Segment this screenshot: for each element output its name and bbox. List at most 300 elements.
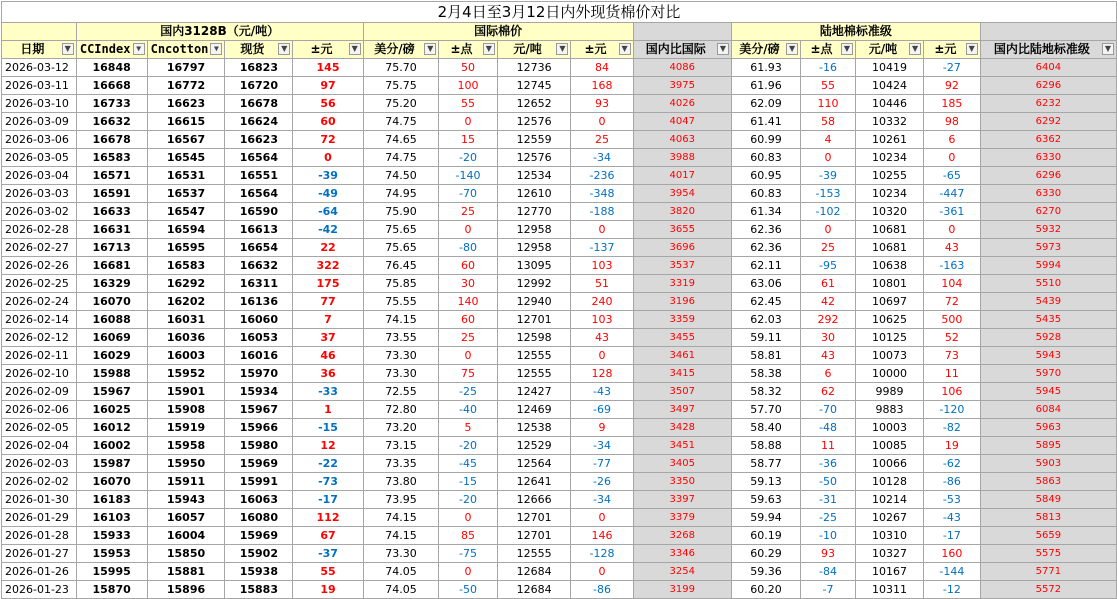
cell-元/吨: 10167 — [855, 563, 923, 581]
cell-元/吨: 12534 — [497, 167, 571, 185]
column-header-5[interactable] — [363, 41, 439, 59]
cell-元/吨: 12958 — [497, 221, 571, 239]
table-row — [2, 527, 1117, 545]
cell-Cncotton: 16057 — [147, 509, 225, 527]
cell-国内比陆地标准级: 5510 — [980, 275, 1116, 293]
cell-±元: 93 — [571, 95, 633, 113]
cell-国内比国际: 3196 — [633, 293, 731, 311]
cell-日期: 2026-01-26 — [2, 563, 77, 581]
cell-±元: 9 — [571, 419, 633, 437]
cell-美分/磅: 73.30 — [363, 545, 439, 563]
cell-±点: 42 — [801, 293, 856, 311]
cell-Cncotton: 15908 — [147, 401, 225, 419]
cell-±点: -40 — [439, 401, 497, 419]
cell-美分/磅: 74.05 — [363, 581, 439, 599]
cell-±点: 0 — [439, 113, 497, 131]
cell-±点: -153 — [801, 185, 856, 203]
column-header-label: 美分/磅 — [374, 42, 415, 56]
filter-dropdown-icon[interactable]: ▼ — [909, 43, 921, 55]
cell-±元: -188 — [571, 203, 633, 221]
cell-国内比陆地标准级: 5895 — [980, 437, 1116, 455]
column-header-label: ±元 — [310, 42, 333, 56]
cell-元/吨: 12701 — [497, 509, 571, 527]
cell-国内比陆地标准级: 5994 — [980, 257, 1116, 275]
cell-±元: 0 — [571, 347, 633, 365]
cell-美分/磅: 60.83 — [731, 149, 800, 167]
cell-±元: 168 — [571, 77, 633, 95]
cell-元/吨: 12529 — [497, 437, 571, 455]
cell-现货: 15970 — [225, 365, 293, 383]
column-header-13[interactable] — [924, 41, 981, 59]
table-row — [2, 509, 1117, 527]
column-header-1[interactable] — [76, 41, 147, 59]
table-row — [2, 293, 1117, 311]
cell-日期: 2026-03-03 — [2, 185, 77, 203]
cell-国内比国际: 3350 — [633, 473, 731, 491]
table-row — [2, 77, 1117, 95]
cell-±元: -26 — [571, 473, 633, 491]
filter-dropdown-icon[interactable]: ▼ — [62, 43, 74, 55]
cell-±元: 72 — [924, 293, 981, 311]
cell-±元: 0 — [571, 113, 633, 131]
cell-日期: 2026-02-04 — [2, 437, 77, 455]
cell-日期: 2026-02-28 — [2, 221, 77, 239]
cell-±元: 0 — [571, 221, 633, 239]
cell-±点: 93 — [801, 545, 856, 563]
cell-国内比陆地标准级: 6232 — [980, 95, 1116, 113]
cell-日期: 2026-01-28 — [2, 527, 77, 545]
cell-CCIndex: 16591 — [76, 185, 147, 203]
cell-±点: -84 — [801, 563, 856, 581]
cell-美分/磅: 62.03 — [731, 311, 800, 329]
table-row — [2, 473, 1117, 491]
cell-±元: -22 — [293, 455, 363, 473]
cell-美分/磅: 62.11 — [731, 257, 800, 275]
cell-国内比陆地标准级: 5575 — [980, 545, 1116, 563]
table-row — [2, 491, 1117, 509]
cell-Cncotton: 16615 — [147, 113, 225, 131]
cell-±点: 58 — [801, 113, 856, 131]
cell-CCIndex: 15988 — [76, 365, 147, 383]
cell-美分/磅: 60.19 — [731, 527, 800, 545]
cell-国内比陆地标准级: 5435 — [980, 311, 1116, 329]
column-header-label: 国内比国际 — [645, 42, 706, 56]
table-row — [2, 239, 1117, 257]
cell-美分/磅: 59.94 — [731, 509, 800, 527]
cell-元/吨: 10310 — [855, 527, 923, 545]
column-header-12[interactable] — [855, 41, 923, 59]
cell-现货: 16613 — [225, 221, 293, 239]
cell-现货: 16551 — [225, 167, 293, 185]
cell-现货: 16678 — [225, 95, 293, 113]
table-row — [2, 365, 1117, 383]
group-empty-date — [2, 23, 77, 41]
cell-国内比国际: 3507 — [633, 383, 731, 401]
cell-±点: 0 — [801, 221, 856, 239]
cell-±元: -69 — [571, 401, 633, 419]
cell-±点: -36 — [801, 455, 856, 473]
table-row — [2, 203, 1117, 221]
column-header-14[interactable] — [980, 41, 1116, 59]
cell-国内比国际: 3988 — [633, 149, 731, 167]
cell-CCIndex: 16583 — [76, 149, 147, 167]
cell-现货: 15991 — [225, 473, 293, 491]
cell-±点: 55 — [439, 95, 497, 113]
cell-国内比国际: 3268 — [633, 527, 731, 545]
cell-元/吨: 10419 — [855, 59, 923, 77]
cell-美分/磅: 59.11 — [731, 329, 800, 347]
cell-±元: 43 — [571, 329, 633, 347]
cell-±点: -70 — [801, 401, 856, 419]
cell-CCIndex: 16070 — [76, 293, 147, 311]
cell-日期: 2026-02-03 — [2, 455, 77, 473]
cell-±元: -43 — [571, 383, 633, 401]
cell-±点: -75 — [439, 545, 497, 563]
cell-±元: -128 — [571, 545, 633, 563]
cell-±点: 140 — [439, 293, 497, 311]
filter-dropdown-icon[interactable]: ▼ — [841, 43, 853, 55]
cell-现货: 16590 — [225, 203, 293, 221]
cell-元/吨: 12770 — [497, 203, 571, 221]
cell-日期: 2026-02-11 — [2, 347, 77, 365]
cell-元/吨: 10128 — [855, 473, 923, 491]
cell-日期: 2026-01-29 — [2, 509, 77, 527]
cell-现货: 16080 — [225, 509, 293, 527]
cell-国内比国际: 3455 — [633, 329, 731, 347]
column-header-label: 国内比陆地标准级 — [993, 42, 1090, 56]
cell-美分/磅: 74.75 — [363, 113, 439, 131]
cell-±点: 0 — [439, 347, 497, 365]
cell-±点: 30 — [439, 275, 497, 293]
cell-元/吨: 12576 — [497, 113, 571, 131]
cell-±元: -86 — [924, 473, 981, 491]
table-row — [2, 581, 1117, 599]
cell-±元: -361 — [924, 203, 981, 221]
cell-±元: -42 — [293, 221, 363, 239]
cell-现货: 15883 — [225, 581, 293, 599]
filter-dropdown-icon[interactable]: ▼ — [556, 43, 568, 55]
cell-±点: 15 — [439, 131, 497, 149]
column-header-7[interactable] — [497, 41, 571, 59]
column-header-label: ±点 — [810, 42, 833, 56]
cell-Cncotton: 16567 — [147, 131, 225, 149]
cell-国内比陆地标准级: 5572 — [980, 581, 1116, 599]
cell-±点: 6 — [801, 365, 856, 383]
cell-±点: 25 — [439, 329, 497, 347]
cell-元/吨: 10125 — [855, 329, 923, 347]
cell-美分/磅: 58.88 — [731, 437, 800, 455]
cell-±点: 0 — [801, 149, 856, 167]
cell-美分/磅: 61.96 — [731, 77, 800, 95]
cell-Cncotton: 16004 — [147, 527, 225, 545]
cell-Cncotton: 16583 — [147, 257, 225, 275]
column-header-0[interactable] — [2, 41, 77, 59]
cell-CCIndex: 16069 — [76, 329, 147, 347]
cell-元/吨: 10801 — [855, 275, 923, 293]
cell-元/吨: 10267 — [855, 509, 923, 527]
cell-Cncotton: 15881 — [147, 563, 225, 581]
cell-±元: -447 — [924, 185, 981, 203]
column-header-label: Cncotton — [150, 42, 209, 56]
cell-±元: 19 — [293, 581, 363, 599]
table-row — [2, 113, 1117, 131]
cell-元/吨: 12684 — [497, 581, 571, 599]
cell-±元: 128 — [571, 365, 633, 383]
cell-Cncotton: 16772 — [147, 77, 225, 95]
filter-dropdown-icon[interactable]: ▼ — [1102, 43, 1114, 55]
cell-国内比陆地标准级: 5771 — [980, 563, 1116, 581]
cell-现货: 15969 — [225, 527, 293, 545]
cell-日期: 2026-02-24 — [2, 293, 77, 311]
cell-±元: -12 — [924, 581, 981, 599]
filter-dropdown-icon[interactable]: ▼ — [619, 43, 631, 55]
column-header-label: CCIndex — [79, 42, 131, 56]
cell-元/吨: 12555 — [497, 347, 571, 365]
cell-国内比陆地标准级: 5863 — [980, 473, 1116, 491]
cell-国内比陆地标准级: 5963 — [980, 419, 1116, 437]
cell-±点: 75 — [439, 365, 497, 383]
cell-现货: 16654 — [225, 239, 293, 257]
cell-±元: 7 — [293, 311, 363, 329]
cell-美分/磅: 58.38 — [731, 365, 800, 383]
cell-±元: -144 — [924, 563, 981, 581]
cell-现货: 15934 — [225, 383, 293, 401]
cell-国内比国际: 3461 — [633, 347, 731, 365]
cell-CCIndex: 16002 — [76, 437, 147, 455]
cell-±元: 22 — [293, 239, 363, 257]
cell-元/吨: 12564 — [497, 455, 571, 473]
column-header-10[interactable] — [731, 41, 800, 59]
cell-±元: -27 — [924, 59, 981, 77]
column-header-4[interactable] — [293, 41, 363, 59]
cell-±点: -50 — [439, 581, 497, 599]
cell-CCIndex: 15870 — [76, 581, 147, 599]
cell-国内比陆地标准级: 5970 — [980, 365, 1116, 383]
cell-±元: 0 — [293, 149, 363, 167]
cell-元/吨: 12427 — [497, 383, 571, 401]
cell-美分/磅: 75.65 — [363, 221, 439, 239]
cell-元/吨: 10681 — [855, 239, 923, 257]
cell-CCIndex: 16633 — [76, 203, 147, 221]
cell-元/吨: 10255 — [855, 167, 923, 185]
table-row — [2, 221, 1117, 239]
cell-±元: -64 — [293, 203, 363, 221]
cell-±元: 106 — [924, 383, 981, 401]
cell-美分/磅: 73.15 — [363, 437, 439, 455]
cell-CCIndex: 16070 — [76, 473, 147, 491]
cell-美分/磅: 62.36 — [731, 221, 800, 239]
column-header-label: 元/吨 — [513, 42, 542, 56]
filter-dropdown-icon[interactable]: ▼ — [349, 43, 361, 55]
cell-Cncotton: 16797 — [147, 59, 225, 77]
cell-±点: 0 — [439, 221, 497, 239]
cell-美分/磅: 59.36 — [731, 563, 800, 581]
cell-美分/磅: 73.95 — [363, 491, 439, 509]
cell-美分/磅: 74.95 — [363, 185, 439, 203]
cell-±元: 37 — [293, 329, 363, 347]
cell-现货: 16823 — [225, 59, 293, 77]
cell-元/吨: 10073 — [855, 347, 923, 365]
cell-±点: -20 — [439, 491, 497, 509]
cell-元/吨: 10697 — [855, 293, 923, 311]
cell-CCIndex: 16103 — [76, 509, 147, 527]
cell-美分/磅: 74.65 — [363, 131, 439, 149]
cell-现货: 15969 — [225, 455, 293, 473]
cell-CCIndex: 16012 — [76, 419, 147, 437]
cell-元/吨: 10332 — [855, 113, 923, 131]
table-row — [2, 383, 1117, 401]
table-row — [2, 275, 1117, 293]
column-header-label: ±点 — [450, 42, 473, 56]
cell-元/吨: 10066 — [855, 455, 923, 473]
cell-±点: -7 — [801, 581, 856, 599]
cell-国内比国际: 3199 — [633, 581, 731, 599]
cell-±元: 97 — [293, 77, 363, 95]
cell-±点: -102 — [801, 203, 856, 221]
cell-CCIndex: 16848 — [76, 59, 147, 77]
cell-元/吨: 12666 — [497, 491, 571, 509]
cell-±元: -163 — [924, 257, 981, 275]
filter-dropdown-icon[interactable]: ▼ — [424, 43, 436, 55]
price-comparison-table — [1, 1, 1117, 599]
filter-dropdown-icon[interactable]: ▼ — [717, 43, 729, 55]
cell-Cncotton: 16202 — [147, 293, 225, 311]
cell-美分/磅: 74.15 — [363, 527, 439, 545]
column-header-2[interactable] — [147, 41, 225, 59]
table-row — [2, 59, 1117, 77]
filter-dropdown-icon[interactable]: ▼ — [483, 43, 495, 55]
column-header-3[interactable] — [225, 41, 293, 59]
cell-CCIndex: 16329 — [76, 275, 147, 293]
cell-国内比陆地标准级: 5903 — [980, 455, 1116, 473]
column-header-label: 元/吨 — [868, 42, 898, 56]
filter-dropdown-icon[interactable]: ▼ — [966, 43, 978, 55]
cell-元/吨: 12598 — [497, 329, 571, 347]
cell-Cncotton: 16031 — [147, 311, 225, 329]
filter-dropdown-icon[interactable]: ▼ — [210, 43, 222, 55]
cell-±元: 43 — [924, 239, 981, 257]
cell-CCIndex: 16631 — [76, 221, 147, 239]
cell-元/吨: 10003 — [855, 419, 923, 437]
cell-±点: -95 — [801, 257, 856, 275]
column-header-11[interactable] — [801, 41, 856, 59]
cell-±元: 12 — [293, 437, 363, 455]
cell-美分/磅: 75.90 — [363, 203, 439, 221]
cell-美分/磅: 74.15 — [363, 509, 439, 527]
cell-现货: 16053 — [225, 329, 293, 347]
cell-国内比国际: 3319 — [633, 275, 731, 293]
cell-现货: 16632 — [225, 257, 293, 275]
cell-国内比陆地标准级: 6404 — [980, 59, 1116, 77]
cell-美分/磅: 60.95 — [731, 167, 800, 185]
cell-美分/磅: 61.41 — [731, 113, 800, 131]
cell-现货: 15902 — [225, 545, 293, 563]
cell-美分/磅: 74.05 — [363, 563, 439, 581]
cell-美分/磅: 62.45 — [731, 293, 800, 311]
cell-±点: 30 — [801, 329, 856, 347]
cell-Cncotton: 16623 — [147, 95, 225, 113]
cell-元/吨: 12652 — [497, 95, 571, 113]
column-header-6[interactable] — [439, 41, 497, 59]
cell-±点: 292 — [801, 311, 856, 329]
cell-国内比陆地标准级: 6292 — [980, 113, 1116, 131]
cell-±元: 0 — [571, 509, 633, 527]
cell-元/吨: 10625 — [855, 311, 923, 329]
filter-dropdown-icon[interactable]: ▼ — [786, 43, 798, 55]
cell-现货: 15980 — [225, 437, 293, 455]
cell-元/吨: 12538 — [497, 419, 571, 437]
cell-±点: 0 — [439, 563, 497, 581]
cell-Cncotton: 15911 — [147, 473, 225, 491]
cell-元/吨: 10311 — [855, 581, 923, 599]
cell-±元: -17 — [293, 491, 363, 509]
cell-元/吨: 12684 — [497, 563, 571, 581]
cell-美分/磅: 63.06 — [731, 275, 800, 293]
cell-现货: 16136 — [225, 293, 293, 311]
cell-国内比国际: 3655 — [633, 221, 731, 239]
column-header-label: 美分/磅 — [739, 42, 780, 56]
cell-元/吨: 10234 — [855, 149, 923, 167]
cell-国内比国际: 3497 — [633, 401, 731, 419]
cell-国内比国际: 3975 — [633, 77, 731, 95]
cell-Cncotton: 15850 — [147, 545, 225, 563]
cell-±元: 92 — [924, 77, 981, 95]
cell-Cncotton: 16547 — [147, 203, 225, 221]
cell-美分/磅: 60.29 — [731, 545, 800, 563]
cell-±元: -120 — [924, 401, 981, 419]
cell-国内比国际: 3359 — [633, 311, 731, 329]
cell-日期: 2026-03-10 — [2, 95, 77, 113]
cell-±元: -348 — [571, 185, 633, 203]
cell-元/吨: 12992 — [497, 275, 571, 293]
filter-dropdown-icon[interactable]: ▼ — [278, 43, 290, 55]
cell-国内比陆地标准级: 5439 — [980, 293, 1116, 311]
cell-元/吨: 10320 — [855, 203, 923, 221]
cell-美分/磅: 62.09 — [731, 95, 800, 113]
cell-国内比国际: 3415 — [633, 365, 731, 383]
column-header-9[interactable] — [633, 41, 731, 59]
cell-元/吨: 12701 — [497, 311, 571, 329]
cell-±元: 11 — [924, 365, 981, 383]
group-landed: 陆地棉标准级 — [731, 23, 980, 41]
cell-元/吨: 13095 — [497, 257, 571, 275]
cell-美分/磅: 75.75 — [363, 77, 439, 95]
column-header-8[interactable] — [571, 41, 633, 59]
filter-dropdown-icon[interactable]: ▼ — [133, 43, 145, 55]
table-body — [2, 59, 1117, 599]
cell-日期: 2026-02-26 — [2, 257, 77, 275]
cell-国内比国际: 4026 — [633, 95, 731, 113]
table-row — [2, 437, 1117, 455]
cell-国内比国际: 3346 — [633, 545, 731, 563]
cell-现货: 16311 — [225, 275, 293, 293]
cell-CCIndex: 16183 — [76, 491, 147, 509]
table-row — [2, 95, 1117, 113]
cell-CCIndex: 15953 — [76, 545, 147, 563]
cell-±点: -70 — [439, 185, 497, 203]
cell-±元: 52 — [924, 329, 981, 347]
cell-±元: 240 — [571, 293, 633, 311]
cell-日期: 2026-03-09 — [2, 113, 77, 131]
cell-美分/磅: 73.35 — [363, 455, 439, 473]
cell-Cncotton: 15896 — [147, 581, 225, 599]
cell-日期: 2026-02-06 — [2, 401, 77, 419]
cell-现货: 16063 — [225, 491, 293, 509]
cell-现货: 15967 — [225, 401, 293, 419]
cell-±元: -34 — [571, 149, 633, 167]
cell-±点: 62 — [801, 383, 856, 401]
cell-美分/磅: 76.45 — [363, 257, 439, 275]
